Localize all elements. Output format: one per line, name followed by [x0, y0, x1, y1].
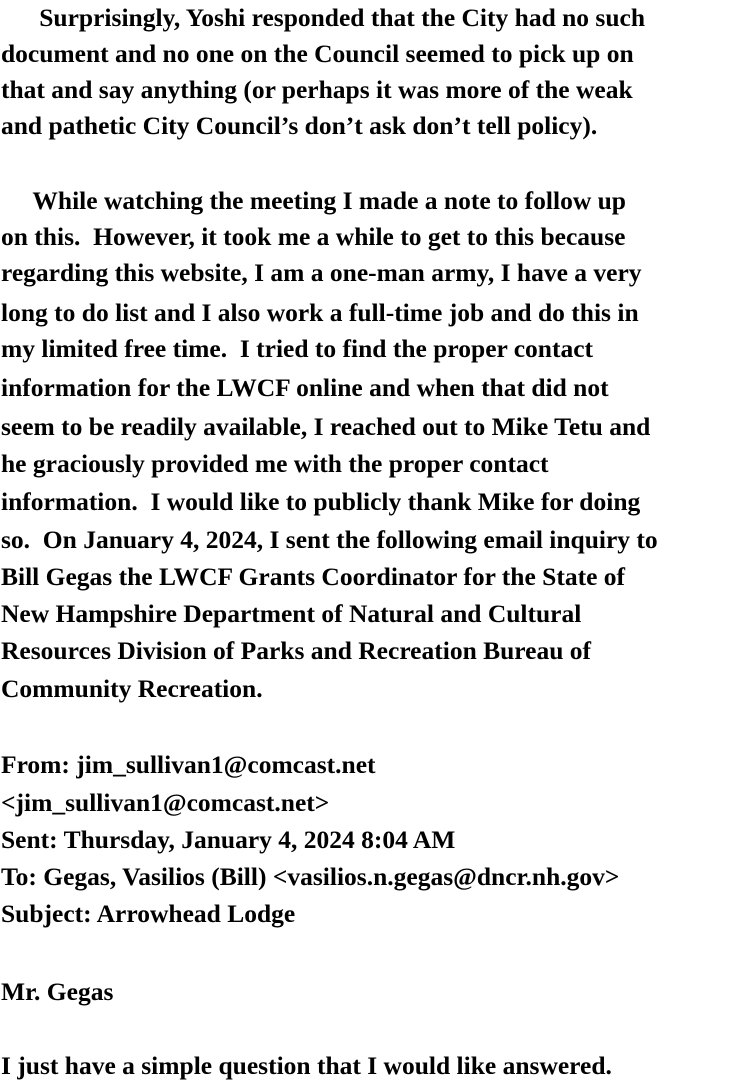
paragraph-1-line-1: Surprisingly, Yoshi responded that the City had no such — [1, 3, 646, 32]
email-sent-line: Sent: Thursday, January 4, 2024 8:04 AM — [1, 825, 456, 854]
paragraph-2-line-3: regarding this website, I am a one-man army, I have a very — [1, 258, 642, 287]
paragraph-1-line-3: that and say anything (or perhaps it was more of the weak — [1, 75, 633, 104]
paragraph-2-line-4: long to do list and I also work a full-time job and do this in — [1, 298, 639, 327]
paragraph-2-line-8: he graciously provided me with the proper contact — [1, 449, 549, 478]
paragraph-2-line-13: Resources Division of Parks and Recreation Bureau of — [1, 636, 592, 665]
paragraph-2-line-14: Community Recreation. — [1, 674, 263, 703]
paragraph-2-line-11: Bill Gegas the LWCF Grants Coordinator for the State of — [1, 562, 626, 591]
email-salutation: Mr. Gegas — [1, 977, 114, 1006]
paragraph-2-line-10: so. On January 4, 2024, I sent the following email inquiry to — [1, 525, 658, 554]
paragraph-2-line-1: While watching the meeting I made a note to follow up — [1, 186, 626, 215]
paragraph-1-line-4: and pathetic City Council’s don’t ask don’t tell policy). — [1, 111, 598, 140]
email-from-address: <jim_sullivan1@comcast.net> — [1, 788, 330, 817]
paragraph-1-line-2: document and no one on the Council seemed to pick up on — [1, 39, 634, 68]
paragraph-2-line-9: information. I would like to publicly thank Mike for doing — [1, 487, 641, 516]
email-subject-line: Subject: Arrowhead Lodge — [1, 899, 296, 928]
email-body-first-line: I just have a simple question that I would like answered. — [1, 1051, 612, 1080]
paragraph-2-line-5: my limited free time. I tried to find the proper contact — [1, 334, 594, 363]
paragraph-2-line-7: seem to be readily available, I reached out to Mike Tetu and — [1, 412, 651, 441]
email-to-line: To: Gegas, Vasilios (Bill) <vasilios.n.gegas@dncr.nh.gov> — [1, 862, 620, 891]
paragraph-2-line-2: on this. However, it took me a while to get to this because — [1, 222, 626, 251]
email-from-line: From: jim_sullivan1@comcast.net — [1, 750, 376, 779]
paragraph-2-line-6: information for the LWCF online and when that did not — [1, 373, 609, 402]
paragraph-2-line-12: New Hampshire Department of Natural and Cultural — [1, 599, 582, 628]
